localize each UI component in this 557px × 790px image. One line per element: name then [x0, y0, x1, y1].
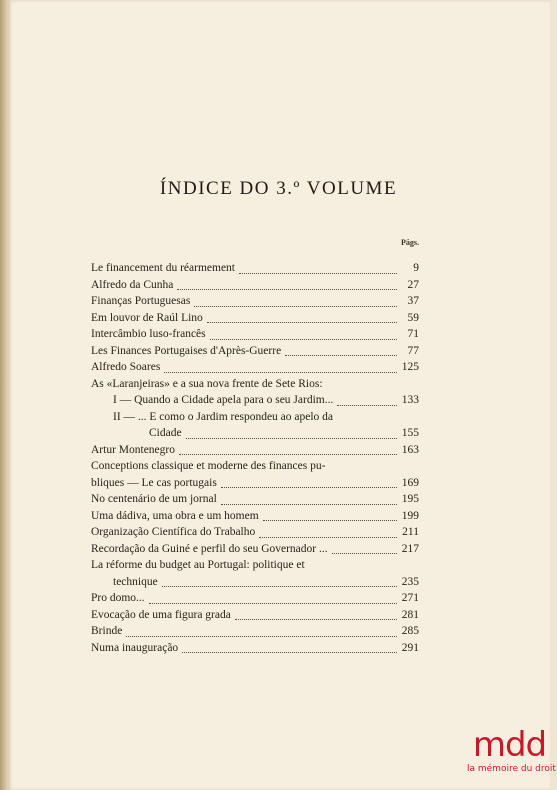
toc-entry: [91, 392, 419, 409]
toc-leader: [221, 494, 397, 505]
toc-entry: [91, 491, 419, 508]
toc-entry: [91, 574, 419, 591]
toc-entry: [91, 541, 419, 558]
toc-entry-title: Finanças Portuguesas: [91, 295, 191, 307]
toc-leader: [337, 395, 397, 406]
toc-entry-page: 155: [401, 427, 419, 439]
toc-leader: [182, 642, 397, 653]
toc-entry: [91, 343, 419, 360]
toc-leader: [194, 296, 397, 307]
toc-entry: [91, 310, 419, 327]
toc-entry-title: Brinde: [91, 625, 123, 637]
toc-entry: [91, 442, 419, 459]
toc-entry-title: Pro domo...: [91, 592, 145, 604]
toc-entry-page: 169: [401, 476, 419, 489]
toc-entry-page: 291: [401, 641, 419, 654]
toc-leader: [126, 626, 397, 637]
toc-leader: [285, 345, 397, 356]
toc-leader: [239, 263, 397, 274]
toc-entry-page: 37: [407, 295, 419, 307]
toc-entry-page: 163: [401, 443, 419, 456]
toc-leader: [164, 362, 397, 373]
toc-entry-page: 59: [407, 311, 419, 324]
watermark-logo: [467, 725, 556, 786]
toc-entry-title: Em louvor de Raúl Lino: [91, 311, 203, 324]
toc-leader: [179, 444, 397, 455]
toc-entry: [91, 277, 419, 294]
toc-entry-title: Alfredo da Cunha: [91, 278, 174, 291]
toc-entry-page: 281: [401, 608, 419, 621]
toc-leader: [149, 593, 397, 604]
toc-entry-title: I — Quando a Cidade apela para o seu Jardim...: [113, 394, 334, 406]
toc-entry: [91, 524, 419, 541]
toc-entry-title: Recordação da Guiné e perfil do seu Governador ...: [91, 542, 328, 555]
toc-entry: [91, 475, 419, 492]
toc-entry: [91, 293, 419, 310]
logo-mark: mdd: [472, 725, 547, 765]
toc-entry-title: Uma dádiva, uma obra e um homem: [91, 509, 259, 522]
toc-entry-title: Intercâmbio luso-francês: [91, 328, 206, 340]
toc-leader: [162, 576, 397, 587]
toc-entry-title: bliques — Le cas portugais: [91, 476, 217, 489]
toc-entry-page: 125: [401, 361, 419, 373]
toc-entry-title: Cidade: [149, 427, 182, 439]
toc-leader: [207, 312, 397, 323]
toc-entry-page: 9: [413, 262, 419, 274]
toc-entry-page: 27: [407, 278, 419, 291]
toc-entry-title: Alfredo Soares: [91, 361, 161, 373]
toc-entry-title: Numa inauguração: [91, 641, 179, 654]
toc-entry: [91, 623, 419, 640]
toc-entry-page: 71: [407, 328, 419, 340]
toc-leader: [259, 527, 397, 538]
toc-entry: [91, 590, 419, 607]
toc-entry-page: 133: [401, 394, 419, 406]
toc-entry-page: 285: [401, 625, 419, 637]
toc-entry-title: Organização Científica do Trabalho: [91, 526, 256, 538]
toc-entry-title: La réforme du budget au Portugal: politique et: [91, 559, 305, 571]
toc-entry: [91, 260, 419, 277]
toc-entry-page: 211: [402, 526, 419, 538]
toc-entry-page: 217: [401, 542, 419, 555]
toc-entry-page: 199: [401, 509, 419, 522]
toc-entry-page: 235: [401, 575, 419, 588]
toc-entry-title: Le financement du réarmement: [91, 262, 235, 274]
pages-column-header: Págs.: [401, 238, 419, 247]
toc-entry-title: Les Finances Portugaises d'Après-Guerre: [91, 344, 282, 357]
toc-leader: [210, 329, 397, 340]
toc-leader: [177, 279, 397, 290]
toc-entry-page: 77: [407, 344, 419, 357]
toc-entry-title: Conceptions classique et moderne des finances pu-: [91, 460, 326, 472]
toc-entry-page: 271: [401, 592, 419, 604]
toc-leader: [221, 477, 397, 488]
toc-entry: [91, 508, 419, 525]
toc-entry: [91, 425, 419, 442]
toc-entry-title: As «Laranjeiras» e a sua nova frente de Sete Rios:: [91, 377, 323, 390]
toc-entry-title: Evocação de uma figura grada: [91, 608, 231, 621]
toc-entry: [91, 640, 419, 657]
toc-entry-title: technique: [113, 575, 158, 588]
toc-entry-title: No centenário de um jornal: [91, 493, 217, 505]
toc-leader: [332, 543, 397, 554]
table-of-contents: [91, 260, 419, 656]
toc-entry: [91, 326, 419, 343]
toc-entry: [91, 359, 419, 376]
toc-entry-title: II — ... E como o Jardim respondeu ao apelo da: [113, 410, 334, 423]
toc-leader: [263, 510, 397, 521]
toc-entry-page: 195: [401, 493, 419, 505]
logo-tagline: la mémoire du droit: [467, 764, 556, 774]
toc-leader: [186, 428, 397, 439]
toc-entry: [91, 607, 419, 624]
toc-entry-title: Artur Montenegro: [91, 443, 175, 456]
page-title: ÍNDICE DO 3.º VOLUME: [159, 178, 398, 199]
toc-leader: [235, 609, 397, 620]
